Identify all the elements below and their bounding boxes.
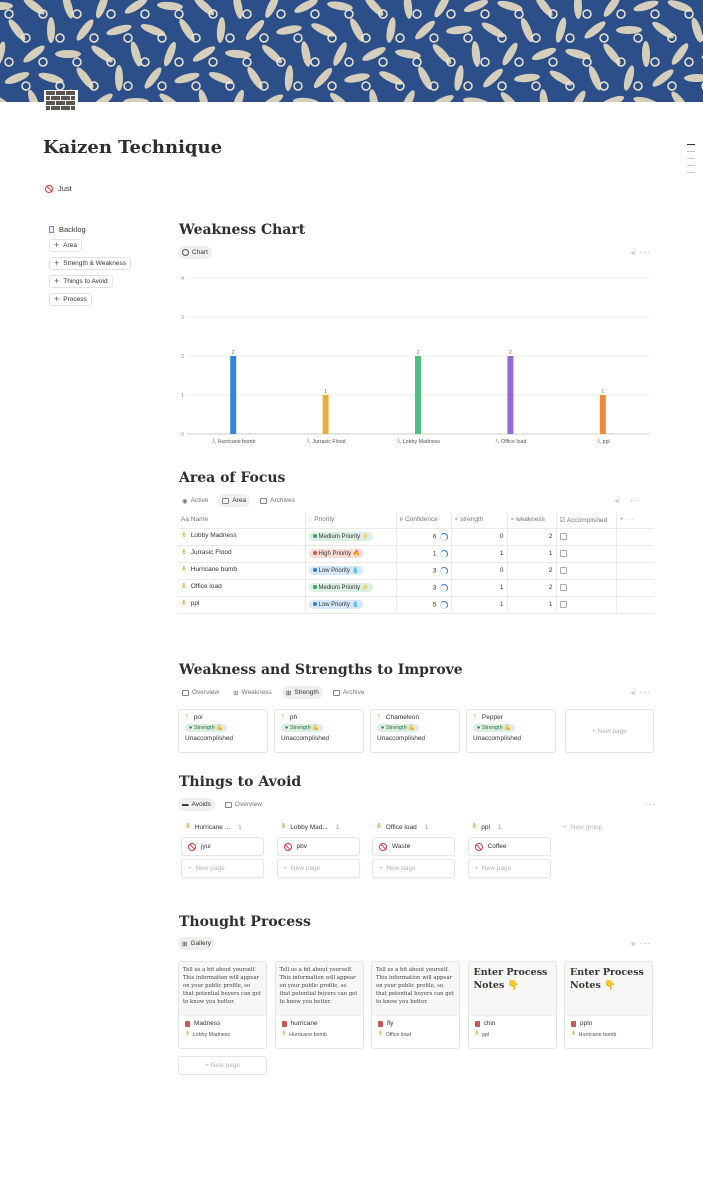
pie-chart-icon [182, 249, 189, 256]
priority-pill: Medium Priority ⚡ [309, 532, 374, 541]
board-icon: ▬ [182, 801, 189, 808]
tab-avoid-overview[interactable]: Overview [221, 798, 266, 811]
accomplished-cell[interactable] [556, 579, 616, 596]
text-icon: Aa [181, 516, 189, 524]
card-title: Pepper [481, 714, 503, 721]
person-icon: 🯅 [181, 532, 187, 539]
x-tick-label: ⼈ Office load [494, 439, 527, 445]
gallery-card[interactable] [564, 961, 653, 1049]
tab-gallery[interactable]: ⊞ Gallery [178, 937, 215, 950]
table-icon [225, 802, 232, 808]
muscle-icon: ᛉ [377, 714, 381, 721]
more-options-icon[interactable]: « ··· [631, 248, 651, 257]
card-title: fly [387, 1020, 394, 1027]
priority-pill: Low Priority 💧 [309, 600, 363, 609]
new-page-card[interactable] [565, 709, 654, 753]
board-group-header[interactable]: 🯅 Hurricane ... 1 [185, 823, 242, 831]
more-options-icon[interactable]: ··· [645, 800, 656, 809]
sidebar-link-area[interactable]: + Area [49, 239, 82, 252]
gallery-card[interactable] [371, 961, 460, 1049]
search-icon: ⌕ [454, 515, 459, 523]
table-icon [260, 498, 267, 504]
person-icon: 🯅 [185, 823, 191, 830]
person-icon: 🯅 [376, 823, 382, 830]
strength-cell: 1 [451, 596, 507, 613]
chart-bar[interactable] [323, 395, 329, 434]
person-icon: 🯅 [471, 823, 478, 830]
book-icon [185, 1021, 190, 1027]
tag-row[interactable] [45, 184, 72, 193]
priority-pill: High Priority 🔥 [309, 549, 365, 558]
checkbox[interactable] [560, 584, 567, 591]
person-icon: 🯅 [181, 566, 187, 573]
chart-bar[interactable] [415, 356, 421, 434]
confidence-cell[interactable]: 1 [396, 545, 451, 562]
x-tick-label: ⼈ Lobby Madness [395, 439, 441, 445]
card-title: pbv [296, 843, 307, 850]
strength-cell: 1 [451, 545, 507, 562]
checkbox[interactable] [560, 601, 567, 608]
grid-icon: ⊞ [233, 689, 239, 697]
card-area: Hurricane bomb [578, 1031, 617, 1038]
muscle-icon: ᛉ [473, 714, 477, 721]
weakness-chart-heading: Weakness Chart [179, 222, 306, 238]
weakness-cell: 2 [507, 579, 556, 596]
number-icon: # [399, 516, 404, 524]
card-preview: Tell us a bit about yourself. This information will appear on your public profile, so that potential buyers can get to know you better. [179, 962, 266, 1016]
things-to-avoid-heading: Things to Avoid [179, 774, 302, 790]
prohibited-icon [379, 843, 387, 851]
progress-ring-icon [440, 567, 448, 575]
accomplished-cell[interactable] [556, 596, 616, 613]
name-cell[interactable]: 🯅 Jurrasic Flood [178, 545, 305, 562]
board-card[interactable] [181, 837, 264, 856]
thought-process-heading: Thought Process [179, 914, 311, 930]
sidebar-link-process[interactable]: + Process [49, 293, 92, 306]
weakness-cell: 1 [507, 596, 556, 613]
table-icon [182, 690, 189, 696]
board-group-header[interactable]: 🯅 ppl 1 [471, 823, 502, 831]
book-icon [378, 1021, 383, 1027]
new-page-card[interactable] [178, 1056, 267, 1075]
add-column-button[interactable]: + ··· [616, 512, 654, 528]
strength-card[interactable] [178, 709, 268, 753]
prohibited-icon [475, 843, 483, 851]
column-header-name[interactable]: Aa Name [178, 512, 305, 528]
muscle-icon: ᛉ [185, 714, 189, 721]
y-tick-label: 1 [181, 393, 185, 399]
card-title: Coffee [487, 843, 507, 850]
strength-cell: 0 [451, 528, 507, 545]
accomplished-cell[interactable] [556, 562, 616, 579]
board-card[interactable] [372, 837, 455, 856]
person-icon: 🯅 [181, 549, 187, 556]
card-title: hurricane [290, 1020, 318, 1027]
person-icon: 🯅 [474, 1031, 480, 1037]
name-cell[interactable]: 🯅 Lobby Madness [178, 528, 305, 545]
data-label: 2 [231, 350, 235, 356]
tab-weakness[interactable]: ⊞ Weakness [233, 689, 272, 697]
more-options-icon[interactable]: « ··· [615, 496, 642, 505]
plus-icon: + [54, 276, 60, 286]
strength-tag: ● Strength 💪 [473, 724, 515, 732]
status-text: Unaccomplished [281, 735, 330, 742]
new-page-label: + New page [205, 1062, 240, 1069]
column-header-confidence[interactable]: # Confidence [396, 512, 451, 528]
checkbox[interactable] [560, 567, 567, 574]
weakness-cell: 2 [507, 562, 556, 579]
area-of-focus-heading: Area of Focus [179, 470, 286, 486]
tab-archive[interactable]: Archive [329, 686, 369, 699]
card-area: Lobby Madness [192, 1031, 231, 1038]
progress-ring-icon [440, 601, 448, 609]
checkbox-icon: ☑ [559, 516, 566, 524]
tab-overview[interactable]: Overview [178, 686, 223, 699]
more-options-icon[interactable]: « ··· [631, 688, 651, 697]
area-view-tabs [178, 494, 299, 507]
new-page-button[interactable]: + New page [372, 859, 455, 878]
priority-pill: Low Priority 💧 [309, 566, 363, 575]
progress-ring-icon [440, 550, 448, 558]
card-title: poi [193, 714, 203, 721]
prohibited-icon [45, 185, 53, 193]
data-label: 1 [324, 389, 328, 395]
table-row[interactable] [178, 579, 654, 596]
eye-icon: ◉ [182, 497, 188, 505]
tab-avoids[interactable]: ▬ Avoids [178, 798, 215, 811]
board-group-header[interactable]: 🯅 Office load 1 [376, 823, 429, 831]
book-icon [571, 1021, 576, 1027]
plus-icon: + [54, 258, 60, 268]
strength-card[interactable] [274, 709, 364, 753]
person-icon: 🯅 [185, 1031, 190, 1037]
column-header-strength[interactable]: ⌕ strength [451, 512, 507, 528]
new-page-button[interactable]: + New page [277, 859, 360, 878]
card-preview: Tell us a bit about yourself. This information will appear on your public profile, so that potential buyers can get to know you better. [372, 962, 459, 1016]
card-title: Madness [194, 1020, 221, 1027]
card-title: jyui [201, 843, 211, 850]
avoid-view-tabs [178, 798, 266, 811]
cover-image [0, 0, 703, 102]
muscle-icon: ᛉ [281, 714, 285, 721]
book-icon [475, 1021, 480, 1027]
card-area: Hurricane bomb [289, 1031, 327, 1038]
person-icon: 🯅 [378, 1031, 383, 1037]
status-text: Unaccomplished [377, 735, 426, 742]
column-header-accomplished[interactable]: ☑ Accomplished [556, 512, 616, 528]
person-icon: 🯅 [281, 1031, 287, 1037]
confidence-cell[interactable]: 3 [396, 562, 451, 579]
thought-view-tabs [178, 937, 215, 950]
card-title: ph [289, 714, 298, 721]
person-icon: 🯅 [181, 583, 187, 590]
table-row[interactable] [178, 596, 654, 613]
chart-bar[interactable] [507, 356, 513, 434]
chart-bar[interactable] [230, 356, 236, 434]
confidence-cell[interactable]: 5 [396, 596, 451, 613]
plus-icon: + [54, 240, 60, 250]
sidebar-link-strength-weakness[interactable]: + Strength & Weakness [49, 257, 131, 270]
table-header-row [178, 512, 654, 528]
tab-strength[interactable]: ⊞ Strength [282, 686, 323, 699]
priority-cell[interactable] [305, 562, 396, 579]
book-icon [282, 1021, 287, 1027]
grid-icon: ⊞ [182, 940, 188, 948]
brick-wall-icon[interactable] [44, 86, 78, 114]
priority-cell[interactable] [305, 579, 396, 596]
confidence-cell[interactable]: 3 [396, 579, 451, 596]
strength-tag: ● Strength 💪 [377, 724, 419, 732]
strength-cell: 1 [451, 579, 507, 596]
grid-icon: ⊞ [285, 689, 292, 697]
person-icon: 🯅 [181, 600, 187, 607]
backlog-link[interactable] [49, 224, 131, 234]
card-area: Office load [385, 1031, 411, 1038]
status-text: Unaccomplished [473, 735, 522, 742]
sidebar-links [49, 224, 131, 306]
progress-ring-icon [440, 533, 448, 541]
table-of-contents[interactable] [687, 144, 695, 179]
new-page-button[interactable]: + New page [181, 859, 264, 878]
weakness-cell: 2 [507, 528, 556, 545]
new-group-button[interactable]: + New group [563, 824, 603, 831]
chart-bar[interactable] [600, 395, 606, 434]
accomplished-cell[interactable] [556, 545, 616, 562]
card-title: ppln [580, 1020, 593, 1027]
table-icon [333, 690, 340, 696]
status-icon: ◌ [308, 516, 313, 524]
document-icon [49, 226, 54, 233]
name-cell[interactable]: 🯅 ppl [178, 596, 305, 613]
strength-cell: 0 [451, 562, 507, 579]
card-area: ppl [482, 1031, 490, 1038]
tab-area[interactable]: Area [218, 494, 250, 507]
person-icon: 🯅 [280, 823, 287, 830]
gallery-card[interactable] [275, 961, 364, 1049]
plus-icon: + [54, 294, 60, 304]
strength-view-tabs [178, 686, 369, 699]
priority-cell[interactable] [305, 596, 396, 613]
y-tick-label: 2 [181, 354, 185, 360]
strength-tag: ● Strength 💪 [281, 724, 323, 732]
progress-ring-icon [440, 584, 448, 592]
strengths-heading: Weakness and Strengths to Improve [179, 662, 463, 678]
gallery-card[interactable] [468, 961, 557, 1049]
checkbox[interactable] [560, 550, 567, 557]
data-label: 2 [416, 350, 420, 356]
y-tick-label: 0 [181, 432, 185, 438]
person-icon: 🯅 [571, 1031, 576, 1037]
x-tick-label: ⼈ Jurrasic Flood [305, 439, 346, 445]
y-tick-label: 3 [181, 315, 185, 321]
name-cell[interactable]: 🯅 Hurricane bomb [178, 562, 305, 579]
chart-view-tabs [178, 246, 212, 259]
strength-card[interactable] [370, 709, 460, 753]
search-icon: ⌕ [510, 515, 515, 523]
new-page-button[interactable]: + New page [468, 859, 551, 878]
card-title: chin [483, 1020, 496, 1027]
page-title: Kaizen Technique [43, 137, 223, 158]
card-preview: Enter Process Notes 👇 [469, 962, 556, 1016]
tab-chart[interactable]: Chart [178, 246, 212, 259]
gallery-card[interactable] [178, 961, 267, 1049]
tab-archives[interactable]: Archives [256, 494, 299, 507]
board-card[interactable] [468, 837, 551, 856]
prohibited-icon [284, 843, 292, 851]
board-group-header[interactable]: 🯅 Lobby Mad... 1 [280, 823, 340, 831]
table-row[interactable] [178, 545, 654, 562]
status-text: Unaccomplished [185, 735, 234, 742]
strength-card[interactable] [466, 709, 556, 753]
column-header-priority[interactable]: ◌ Priority [305, 512, 396, 528]
data-label: 2 [508, 350, 512, 356]
new-page-label: + New page [592, 727, 627, 735]
priority-cell[interactable] [305, 528, 396, 545]
weakness-cell: 1 [507, 545, 556, 562]
card-title: Waste [392, 843, 411, 850]
tab-active[interactable]: ◉ Active [182, 497, 209, 505]
x-tick-label: ⼈ Hurricane bomb [210, 439, 256, 445]
card-preview: Tell us a bit about yourself. This information will appear on your public profile, so that potential buyers can get to know you better. [276, 962, 363, 1016]
x-tick-label: ⼈ ppl [595, 439, 610, 445]
priority-pill: Medium Priority ⚡ [309, 583, 374, 592]
sidebar-link-things-to-avoid[interactable]: + Things to Avoid [49, 275, 113, 288]
confidence-cell[interactable]: 6 [396, 528, 451, 545]
table-row[interactable] [178, 562, 654, 579]
area-table [178, 512, 654, 614]
table-row[interactable] [178, 528, 654, 545]
weakness-bar-chart [179, 270, 651, 450]
prohibited-icon [188, 843, 196, 851]
card-preview: Enter Process Notes 👇 [565, 962, 652, 1016]
strength-tag: ● Strength 💪 [185, 724, 227, 732]
y-tick-label: 4 [181, 276, 185, 282]
backlog-label: Backlog [59, 224, 86, 234]
priority-cell[interactable] [305, 545, 396, 562]
card-title: Chameleon [385, 714, 420, 721]
accomplished-cell[interactable] [556, 528, 616, 545]
checkbox[interactable] [560, 533, 567, 540]
name-cell[interactable]: 🯅 Office load [178, 579, 305, 596]
data-label: 1 [601, 389, 605, 395]
table-icon [222, 498, 229, 504]
column-header-weakness[interactable]: ⌕ weakness [507, 512, 556, 528]
board-card[interactable] [277, 837, 360, 856]
tag-label: Just [58, 184, 72, 193]
more-options-icon[interactable]: « ··· [631, 939, 651, 948]
